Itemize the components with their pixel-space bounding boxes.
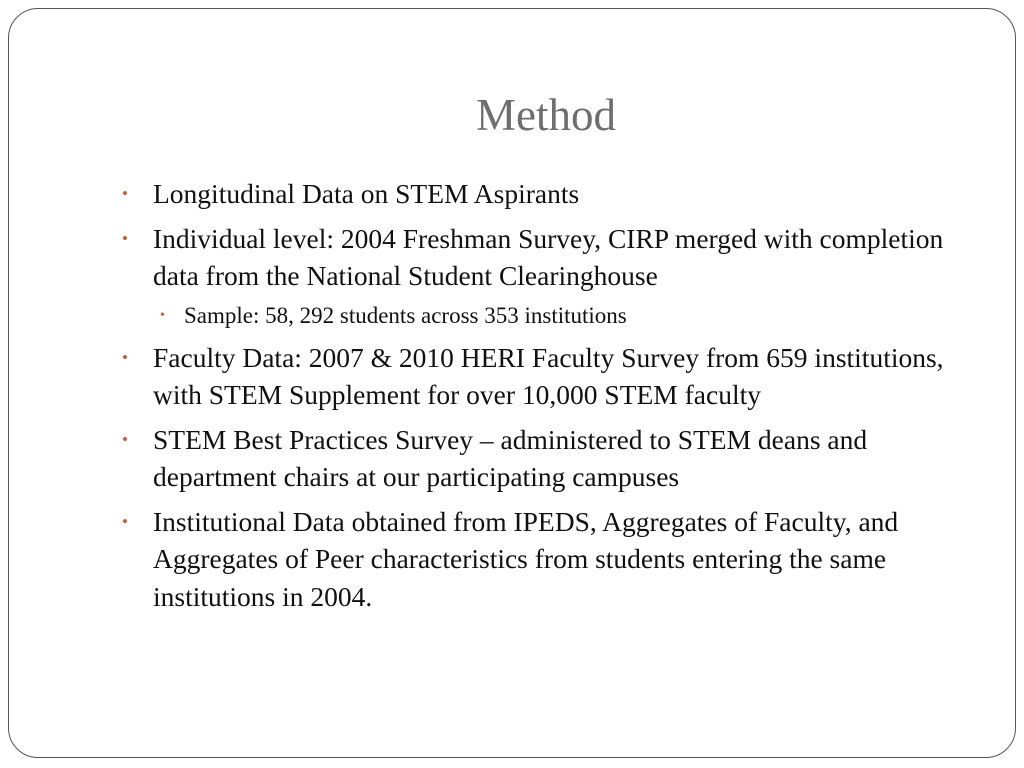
slide-frame (8, 8, 1016, 758)
bullet-item (122, 421, 982, 496)
bullet-dot-icon: • (122, 429, 128, 449)
bullet-item (122, 175, 982, 213)
sub-bullet-item (153, 300, 982, 332)
bullet-list (122, 175, 982, 622)
bullet-item (122, 339, 982, 414)
bullet-dot-icon: • (122, 347, 128, 367)
bullet-dot-icon: • (122, 184, 128, 203)
sub-bullet-text: Sample: 58, 292 students across 353 institutions (184, 302, 627, 328)
bullet-text: Longitudinal Data on STEM Aspirants (153, 178, 580, 209)
bullet-item (122, 220, 982, 295)
bullet-dot-icon: • (122, 228, 128, 248)
bullet-item (122, 503, 982, 616)
bullet-text: Individual level: 2004 Freshman Survey, CIRP merged with completion data from the National Student Clearinghouse (153, 222, 944, 291)
sub-bullet-dot-icon: • (160, 307, 165, 323)
bullet-text: Institutional Data obtained from IPEDS, Aggregates of Faculty, and Aggregates of Peer characteristics from students entering the same institutions in 2004. (153, 505, 899, 612)
bullet-text: Faculty Data: 2007 & 2010 HERI Faculty Survey from 659 institutions, with STEM Supplement for over 10,000 STEM faculty (153, 341, 944, 410)
bullet-text: STEM Best Practices Survey – administered to STEM deans and department chairs at our participating campuses (153, 423, 868, 492)
bullet-dot-icon: • (122, 511, 128, 531)
slide-title: Method (476, 90, 616, 140)
